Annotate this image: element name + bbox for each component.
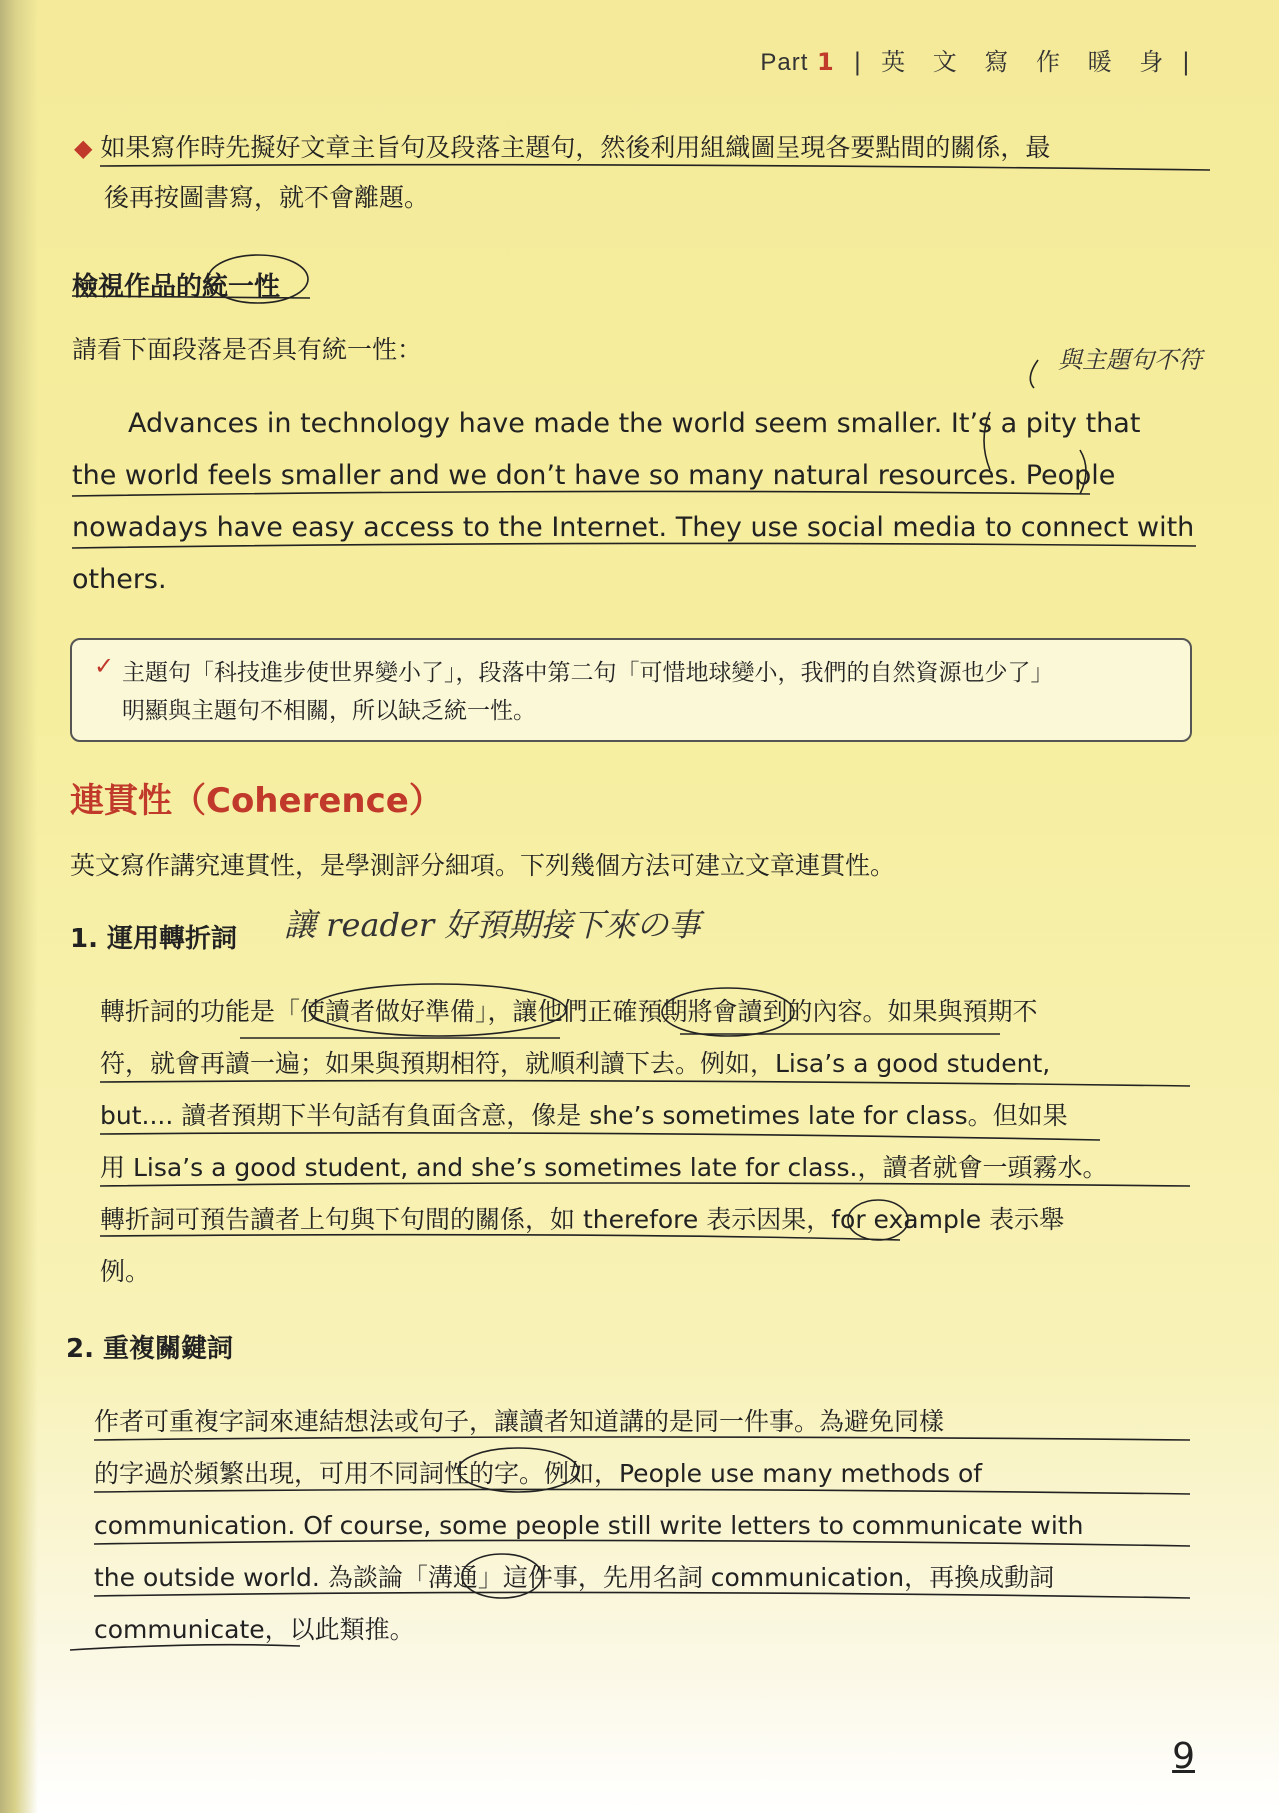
item2-line-4: the outside world. 為談論「溝通」這件事，先用名詞 communication，再換成動詞 (94, 1563, 1055, 1592)
unity-paragraph-line-1: Advances in technology have made the world seem smaller. It’s a pity that (128, 408, 1141, 439)
unity-explanation-box (70, 638, 1192, 742)
unity-paragraph-line-2: the world feels smaller and we don’t have so many natural resources. People (72, 460, 1116, 491)
item2-line-1: 作者可重複字詞來連結想法或句子，讓讀者知道講的是同一件事。為避免同樣 (94, 1407, 945, 1436)
check-line-1: 主題句「科技進步使世界變小了」，段落中第二句「可惜地球變小，我們的自然資源也少了」 (122, 660, 1054, 686)
header-section-title: 英 文 寫 作 暖 身 (881, 48, 1174, 76)
coherence-intro: 英文寫作講究連貫性，是學測評分細項。下列幾個方法可建立文章連貫性。 (70, 851, 896, 880)
header-separator: | (853, 48, 863, 76)
page-number: 9 (1172, 1736, 1195, 1777)
item1-line-2: 符，就會再讀一遍；如果與預期相符，就順利讀下去。例如，Lisa’s a good student, (100, 1049, 1051, 1078)
item1-line-5: 轉折詞可預告讀者上句與下句間的關係，如 therefore 表示因果，for example 表示舉 (100, 1205, 1065, 1234)
item1-line-6: 例。 (100, 1257, 151, 1286)
part-number: 1 (817, 48, 835, 76)
intro-line-1: 如果寫作時先擬好文章主旨句及段落主題句，然後利用組織圖呈現各要點間的關係，最 (100, 133, 1051, 162)
page-binding-shadow (0, 0, 38, 1813)
header-end-bar: | (1181, 48, 1191, 76)
check-line-2: 明顯與主題句不相關，所以缺乏統一性。 (122, 698, 536, 724)
running-header (760, 42, 1191, 77)
intro-line-2: 後再按圖書寫，就不會離題。 (104, 183, 430, 212)
item2-line-2: 的字過於頻繁出現，可用不同詞性的字。例如，People use many methods of (94, 1459, 983, 1488)
item2-line-3: communication. Of course, some people still write letters to communicate with (94, 1511, 1084, 1540)
checkmark-icon: ✓ (94, 652, 115, 680)
intro-bullet (74, 122, 1050, 174)
item2-heading: 2. 重複關鍵詞 (66, 1334, 234, 1364)
item1-line-4: 用 Lisa’s a good student, and she’s sometimes late for class.，讀者就會一頭霧水。 (100, 1153, 1108, 1182)
unity-paragraph-line-4: others. (72, 564, 167, 595)
item2-line-5: communicate，以此類推。 (94, 1615, 415, 1644)
part-label: Part (760, 49, 809, 76)
unity-paragraph-line-3: nowadays have easy access to the Internet. They use social media to connect with (72, 512, 1195, 543)
unity-prompt: 請看下面段落是否具有統一性： (72, 335, 423, 364)
diamond-bullet-icon: ◆ (74, 134, 93, 162)
unity-heading: 檢視作品的統一性 (72, 272, 281, 302)
item1-heading: 1. 運用轉折詞 (70, 924, 238, 954)
item1-line-3: but.... 讀者預期下半句話有負面含意，像是 she’s sometimes late for class。但如果 (100, 1101, 1068, 1130)
handwritten-note-unity: 與主題句不符 (1058, 346, 1202, 374)
item1-line-1: 轉折詞的功能是「使讀者做好準備」，讓他們正確預期將會讀到的內容。如果與預期不 (100, 997, 1038, 1026)
handwritten-note-item1: 讓 reader 好預期接下來の事 (284, 906, 701, 944)
coherence-title: 連貫性（Coherence） (70, 781, 443, 821)
